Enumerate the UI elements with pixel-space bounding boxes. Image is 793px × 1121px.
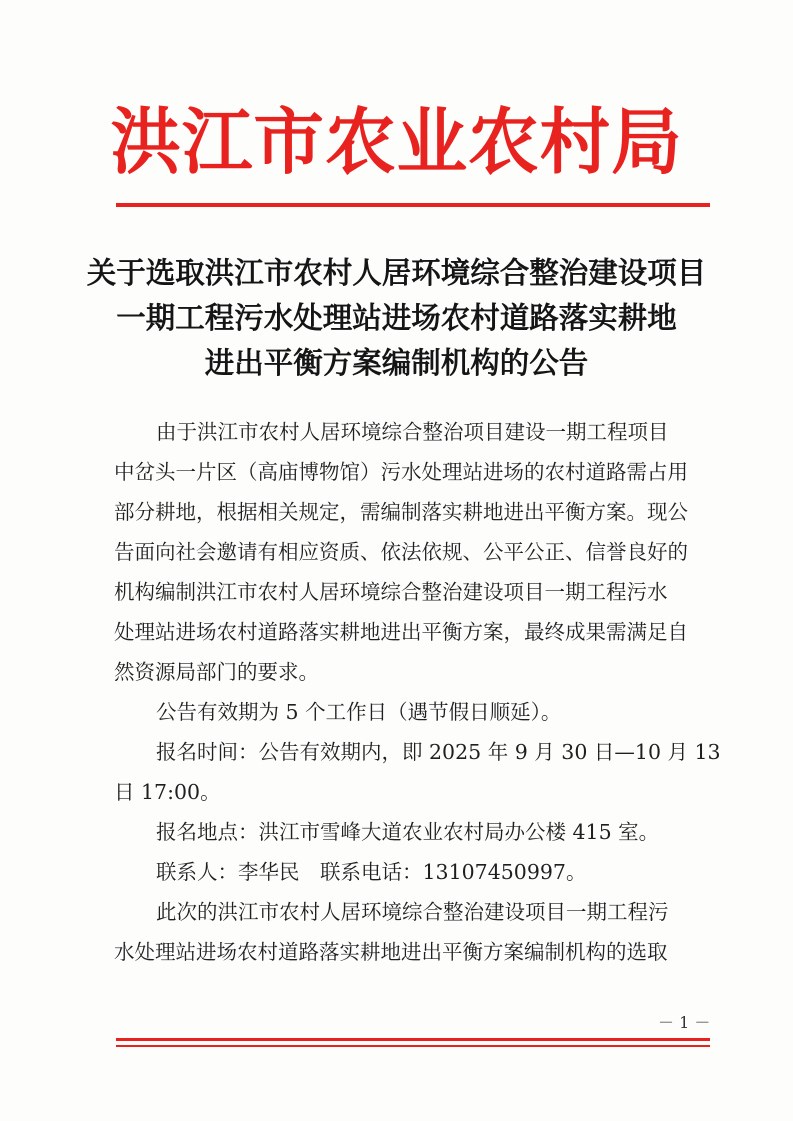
body-line: 由于洪江市农村人居环境综合整治项目建设一期工程项目 xyxy=(156,420,669,444)
body-line: 部分耕地，根据相关规定，需编制落实耕地进出平衡方案。现公 xyxy=(114,500,688,524)
paragraph-registration-location: 报名地点：洪江市雪峰大道农业农村局办公楼 415 室。 xyxy=(156,820,660,844)
body-line: 报名时间：公告有效期内，即 2025 年 9 月 30 日—10 月 13 xyxy=(156,740,721,764)
notice-title xyxy=(0,250,793,385)
masthead-org-name: 洪江市农业农村局 xyxy=(110,99,683,184)
body-line: 日 17:00。 xyxy=(114,780,221,804)
body-line: 中岔头一片区（高庙博物馆）污水处理站进场的农村道路需占用 xyxy=(114,460,688,484)
title-line: 关于选取洪江市农村人居环境综合整治建设项目 xyxy=(86,255,707,290)
body-line: 告面向社会邀请有相应资质、依法依规、公平公正、信誉良好的 xyxy=(114,540,688,564)
masthead-red-rule xyxy=(116,203,710,207)
footer-red-rule-thick xyxy=(116,1038,710,1041)
paragraph-validity: 公告有效期为 5 个工作日（遇节假日顺延）。 xyxy=(156,700,562,724)
notice-body xyxy=(114,412,721,972)
body-line: 水处理站进场农村道路落实耕地进出平衡方案编制机构的选取 xyxy=(114,940,668,964)
body-line: 此次的洪江市农村人居环境综合整治建设项目一期工程污 xyxy=(156,900,669,924)
paragraph-selection xyxy=(114,892,710,972)
footer-red-rule-thin xyxy=(116,1045,710,1047)
body-line: 机构编制洪江市农村人居环境综合整治建设项目一期工程污水 xyxy=(114,580,668,604)
body-line: 然资源局部门的要求。 xyxy=(114,660,319,684)
page-number: － 1 － xyxy=(658,1013,711,1032)
paragraph-contact: 联系人：李华民 联系电话：13107450997。 xyxy=(156,860,587,884)
paragraph-background xyxy=(114,412,710,692)
title-line: 进出平衡方案编制机构的公告 xyxy=(204,345,589,380)
title-line: 一期工程污水处理站进场农村道路落实耕地 xyxy=(116,300,677,335)
body-line: 处理站进场农村道路落实耕地进出平衡方案，最终成果需满足自 xyxy=(114,620,688,644)
paragraph-registration-time xyxy=(114,732,721,812)
